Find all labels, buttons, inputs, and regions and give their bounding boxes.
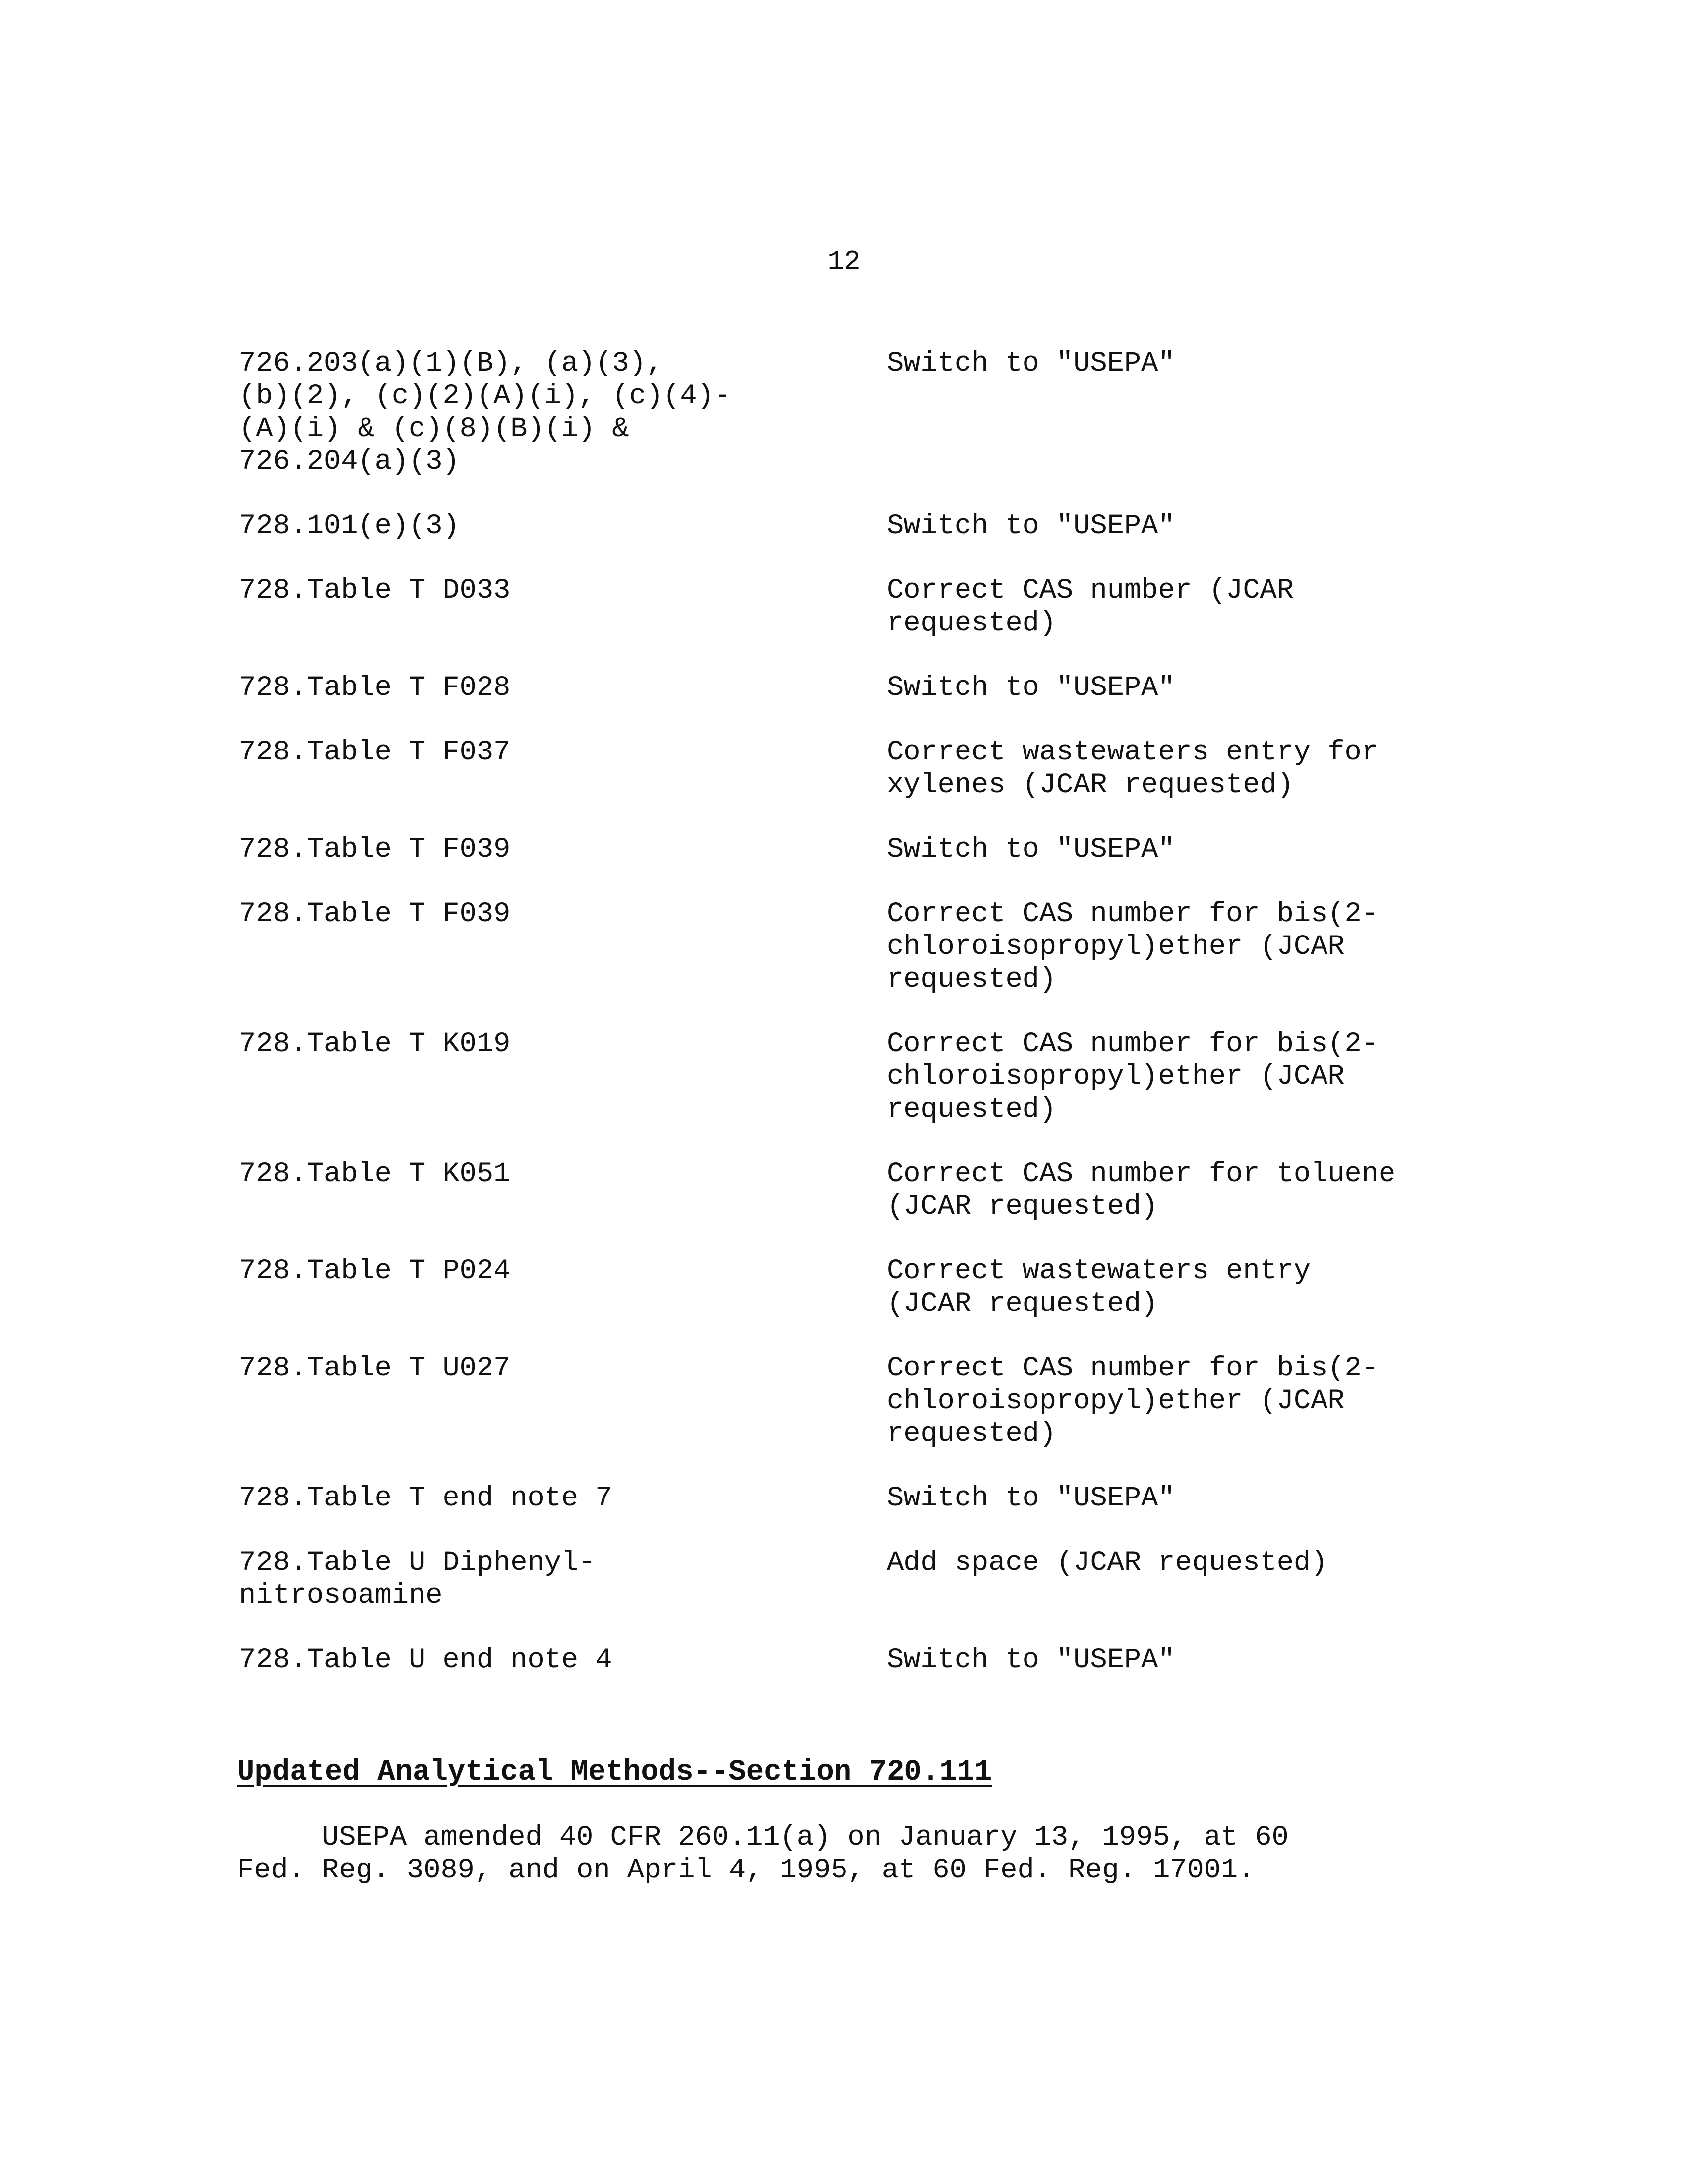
description-cell: Correct CAS number for bis(2- chloroisopropyl)ether (JCAR requested)	[887, 898, 1379, 996]
changes-table	[239, 347, 1508, 1708]
change-row	[239, 1547, 1508, 1612]
citation-cell: 728.Table U Diphenyl- nitrosoamine	[239, 1547, 596, 1612]
description-cell: Correct CAS number for toluene (JCAR requested)	[887, 1158, 1396, 1223]
description-cell: Switch to "USEPA"	[887, 672, 1175, 704]
change-row	[239, 1028, 1508, 1126]
citation-cell: 728.Table T F028	[239, 672, 511, 704]
description-cell: Add space (JCAR requested)	[887, 1547, 1328, 1579]
description-cell: Correct wastewaters entry (JCAR requested)	[887, 1255, 1311, 1320]
citation-cell: 726.203(a)(1)(B), (a)(3), (b)(2), (c)(2)(A)(i), (c)(4)- (A)(i) & (c)(8)(B)(i) & 726.204(a)(3)	[239, 348, 731, 478]
change-row	[239, 1158, 1508, 1223]
description-cell: Correct CAS number for bis(2- chloroisopropyl)ether (JCAR requested)	[887, 1353, 1379, 1450]
change-row	[239, 510, 1508, 543]
citation-cell: 728.Table T K019	[239, 1028, 511, 1060]
change-row	[239, 898, 1508, 996]
description-cell: Switch to "USEPA"	[887, 510, 1175, 542]
change-row	[239, 1352, 1508, 1450]
change-row	[239, 1255, 1508, 1320]
citation-cell: 728.Table T D033	[239, 575, 511, 607]
body-paragraph: USEPA amended 40 CFR 260.11(a) on January 13, 1995, at 60 Fed. Reg. 3089, and on April 4, 1995, at 60 Fed. Reg. 17001.	[237, 1822, 1289, 1886]
change-row	[239, 833, 1508, 866]
section-heading: Updated Analytical Methods--Section 720.111	[237, 1755, 992, 1789]
change-row	[239, 672, 1508, 704]
description-cell: Switch to "USEPA"	[887, 1483, 1175, 1514]
citation-cell: 728.Table T F037	[239, 737, 511, 768]
citation-cell: 728.Table T end note 7	[239, 1483, 612, 1514]
description-cell: Correct CAS number for bis(2- chloroisopropyl)ether (JCAR requested)	[887, 1028, 1379, 1125]
description-cell: Switch to "USEPA"	[887, 834, 1175, 866]
change-row	[239, 1482, 1508, 1515]
change-row	[239, 1644, 1508, 1677]
description-cell: Switch to "USEPA"	[887, 1644, 1175, 1676]
citation-cell: 728.Table T F039	[239, 834, 511, 866]
change-row	[239, 347, 1508, 478]
change-row	[239, 736, 1508, 802]
description-cell: Correct wastewaters entry for xylenes (JCAR requested)	[887, 737, 1379, 801]
citation-cell: 728.Table T F039	[239, 898, 511, 930]
description-cell: Switch to "USEPA"	[887, 348, 1175, 379]
citation-cell: 728.Table T P024	[239, 1255, 511, 1287]
citation-cell: 728.Table U end note 4	[239, 1644, 612, 1676]
description-cell: Correct CAS number (JCAR requested)	[887, 575, 1294, 639]
citation-cell: 728.Table T U027	[239, 1353, 511, 1384]
page-number: 12	[827, 246, 861, 278]
change-row	[239, 574, 1508, 640]
citation-cell: 728.101(e)(3)	[239, 510, 460, 542]
citation-cell: 728.Table T K051	[239, 1158, 511, 1190]
